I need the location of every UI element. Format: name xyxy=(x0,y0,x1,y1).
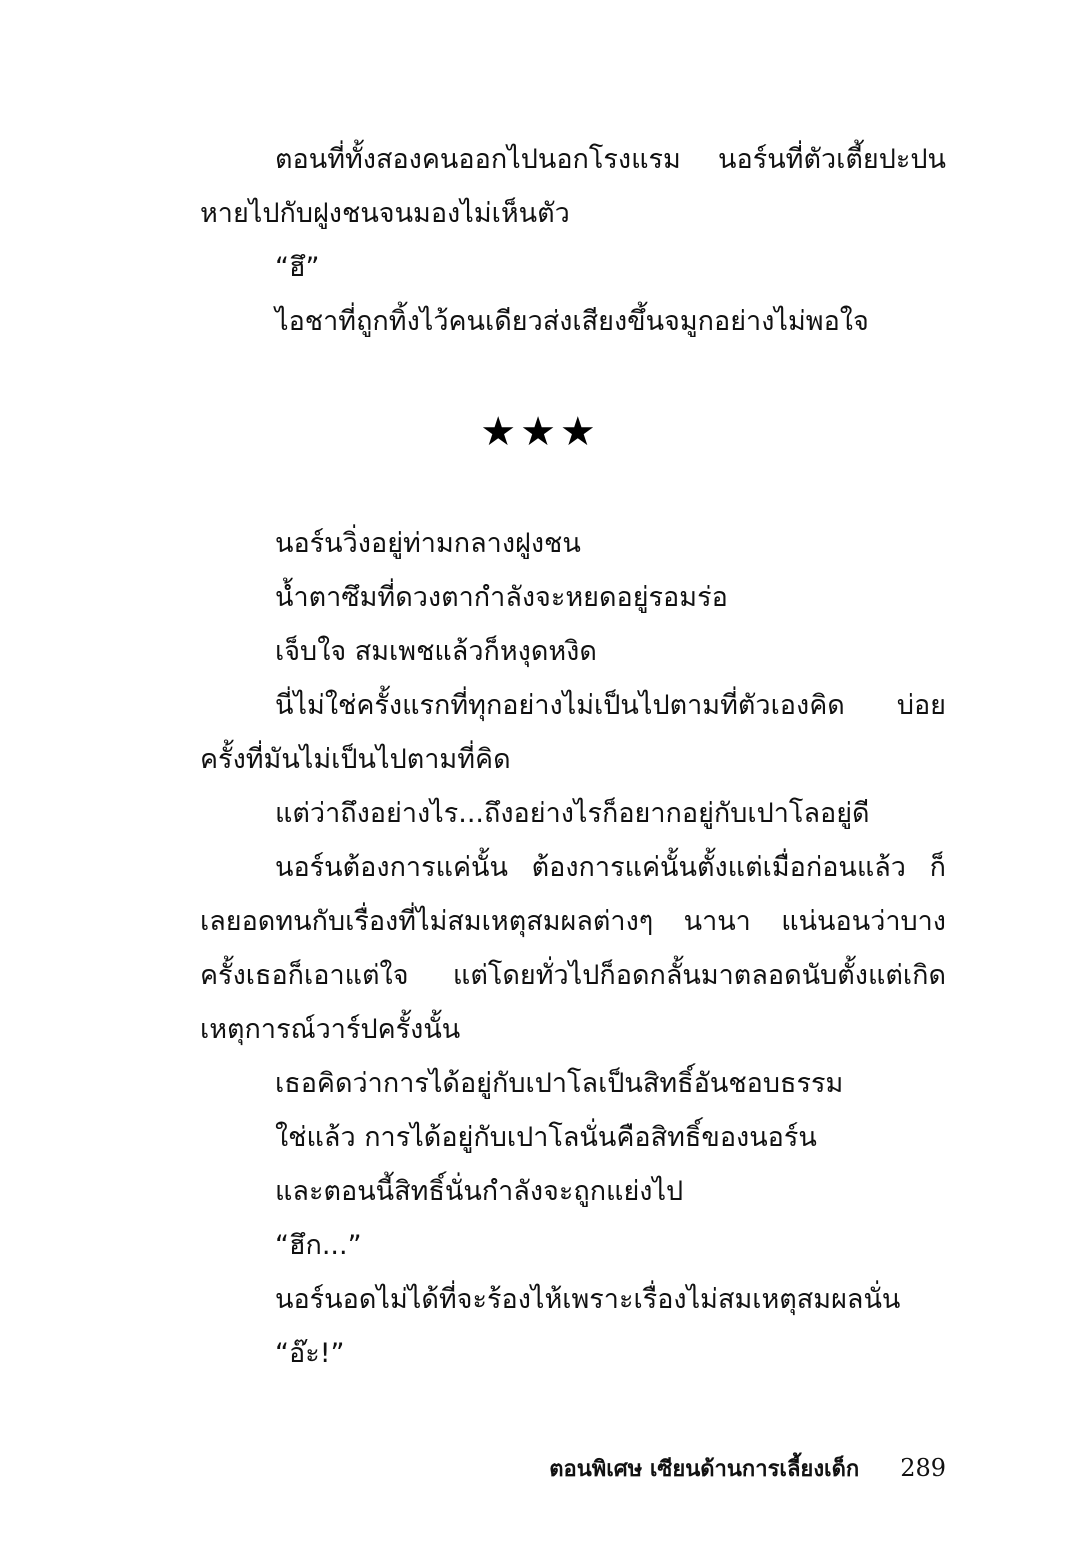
paragraph: “ฮึก...” xyxy=(275,1230,362,1261)
section-one xyxy=(200,133,946,349)
page-footer xyxy=(549,1450,946,1488)
paragraph: ไอชาที่ถูกทิ้งไว้คนเดียวส่งเสียงขึ้นจมูกอย่างไม่พอใจ xyxy=(275,306,869,337)
scene-break-stars: ★★★ xyxy=(480,409,600,455)
paragraph: “อ๊ะ!” xyxy=(275,1338,345,1369)
paragraph: เจ็บใจ สมเพชแล้วก็หงุดหงิด xyxy=(275,636,597,667)
running-title: ตอนพิเศษ เซียนด้านการเลี้ยงเด็ก xyxy=(549,1457,860,1482)
paragraph: เธอคิดว่าการได้อยู่กับเปาโลเป็นสิทธิ์อันชอบธรรม xyxy=(275,1068,844,1099)
paragraph: นอร์นต้องการแค่นั้น ต้องการแค่นั้นตั้งแต่เมื่อก่อนแล้ว ก็เลยอดทนกับเรื่องที่ไม่สมเหตุสมผลต่างๆ นานา แน่นอนว่าบางครั้งเธอก็เอาแต่ใจ แต่โดยทั่วไปก็อดกลั้นมาตลอดนับตั้งแต่เกิดเหตุการณ์วาร์ปครั้งนั้น xyxy=(200,852,946,1045)
paragraph: ตอนที่ทั้งสองคนออกไปนอกโรงแรม นอร์นที่ตัวเตี้ยปะปนหายไปกับฝูงชนจนมองไม่เห็นตัว xyxy=(200,144,946,229)
paragraph: ใช่แล้ว การได้อยู่กับเปาโลนั่นคือสิทธิ์ของนอร์น xyxy=(275,1122,817,1153)
paragraph: น้ำตาซึมที่ดวงตากำลังจะหยดอยู่รอมร่อ xyxy=(275,582,728,613)
paragraph: แต่ว่าถึงอย่างไร...ถึงอย่างไรก็อยากอยู่กับเปาโลอยู่ดี xyxy=(275,798,870,829)
paragraph: นี่ไม่ใช่ครั้งแรกที่ทุกอย่างไม่เป็นไปตามที่ตัวเองคิด บ่อยครั้งที่มันไม่เป็นไปตามที่คิด xyxy=(200,690,946,775)
paragraph: นอร์นวิ่งอยู่ท่ามกลางฝูงชน xyxy=(275,528,581,559)
section-two xyxy=(200,517,946,1381)
paragraph: “ฮึ” xyxy=(275,252,320,283)
paragraph: และตอนนี้สิทธิ์นั่นกำลังจะถูกแย่งไป xyxy=(275,1176,684,1207)
paragraph: นอร์นอดไม่ได้ที่จะร้องไห้เพราะเรื่องไม่สมเหตุสมผลนั่น xyxy=(275,1284,901,1315)
page-number: 289 xyxy=(900,1454,946,1482)
